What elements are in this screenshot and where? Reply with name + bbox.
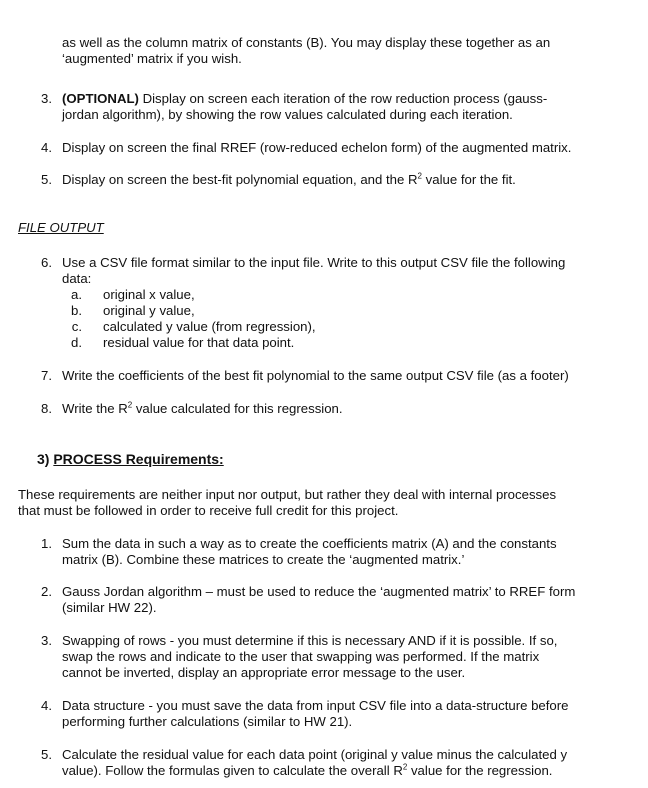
subitem-letter: c. <box>71 319 82 334</box>
subitem-text: original y value, <box>103 303 195 318</box>
item-number: 1. <box>41 536 52 551</box>
item-line-1: Data structure - you must save the data from input CSV file into a data-structure before <box>62 698 569 713</box>
item-text: Display on screen each iteration of the row reduction process (gauss- <box>138 91 548 106</box>
item-line-2: (similar HW 22). <box>62 600 157 615</box>
item-number: 6. <box>41 255 52 270</box>
subitem-text: residual value for that data point. <box>103 335 295 350</box>
item-line-1: Write the coefficients of the best fit polynomial to the same output CSV file (as a footer) <box>62 368 569 383</box>
superscript: 2 <box>417 171 422 181</box>
item-line-1: Calculate the residual value for each data point (original y value minus the calculated y <box>62 747 568 762</box>
subitem-text: calculated y value (from regression), <box>103 319 316 334</box>
item-number: 4. <box>41 140 52 155</box>
item-line-1 <box>62 401 343 417</box>
file-output-heading: FILE OUTPUT <box>18 220 104 235</box>
subitem-letter: d. <box>71 335 82 350</box>
item-text-a: Write the R <box>62 401 128 416</box>
section-title: PROCESS Requirements: <box>53 451 224 467</box>
process-intro-line-2: that must be followed in order to receive full credit for this project. <box>18 503 399 518</box>
item-line-2: matrix (B). Combine these matrices to create the ‘augmented matrix.’ <box>62 552 465 567</box>
item-number: 5. <box>41 747 52 762</box>
item-line-3: cannot be inverted, display an appropriate error message to the user. <box>62 665 466 680</box>
item-line-2: data: <box>62 271 92 286</box>
subitem-letter: a. <box>71 287 82 302</box>
superscript: 2 <box>127 400 133 410</box>
item-number: 3. <box>41 633 52 648</box>
item-line-1: Gauss Jordan algorithm – must be used to reduce the ‘augmented matrix’ to RREF form <box>62 584 576 599</box>
item-line-2 <box>62 763 552 779</box>
item-line-2: swap the rows and indicate to the user that swapping was performed. If the matrix <box>62 649 540 664</box>
subitem-letter: b. <box>71 303 82 318</box>
item-text-b: value calculated for this regression. <box>132 401 343 416</box>
item-line-1 <box>62 172 516 188</box>
item-line-1: Use a CSV file format similar to the input file. Write to this output CSV file the following <box>62 255 566 270</box>
item-number: 7. <box>41 368 52 383</box>
item-text-b: value for the fit. <box>422 172 516 187</box>
item-number: 8. <box>41 401 52 416</box>
item-text-a: value). Follow the formulas given to calculate the overall R <box>62 763 403 778</box>
process-intro-line-1: These requirements are neither input nor output, but rather they deal with internal processes <box>18 487 557 502</box>
optional-label: (OPTIONAL) <box>62 91 139 106</box>
item-line-2: performing further calculations (similar to HW 21). <box>62 714 353 729</box>
section-number: 3) <box>37 451 50 467</box>
process-heading <box>37 451 224 467</box>
item-line-1: Sum the data in such a way as to create the coefficients matrix (A) and the constants <box>62 536 557 551</box>
item-number: 5. <box>41 172 52 187</box>
item-line-1: Display on screen the final RREF (row-reduced echelon form) of the augmented matrix. <box>62 140 572 155</box>
item-text-b: value for the regression. <box>407 763 553 778</box>
intro-line-1: as well as the column matrix of constants (B). You may display these together as an <box>62 35 551 50</box>
item-number: 2. <box>41 584 52 599</box>
intro-line-2: ‘augmented’ matrix if you wish. <box>62 51 242 66</box>
item-line-1: Swapping of rows - you must determine if this is necessary AND if it is possible. If so, <box>62 633 558 648</box>
subitem-text: original x value, <box>103 287 195 302</box>
superscript: 2 <box>402 762 408 772</box>
item-line-1 <box>62 91 547 107</box>
item-text-a: Display on screen the best-fit polynomial equation, and the R <box>62 172 418 187</box>
item-number: 3. <box>41 91 52 106</box>
item-line-2: jordan algorithm), by showing the row values calculated during each iteration. <box>62 107 513 122</box>
item-number: 4. <box>41 698 52 713</box>
